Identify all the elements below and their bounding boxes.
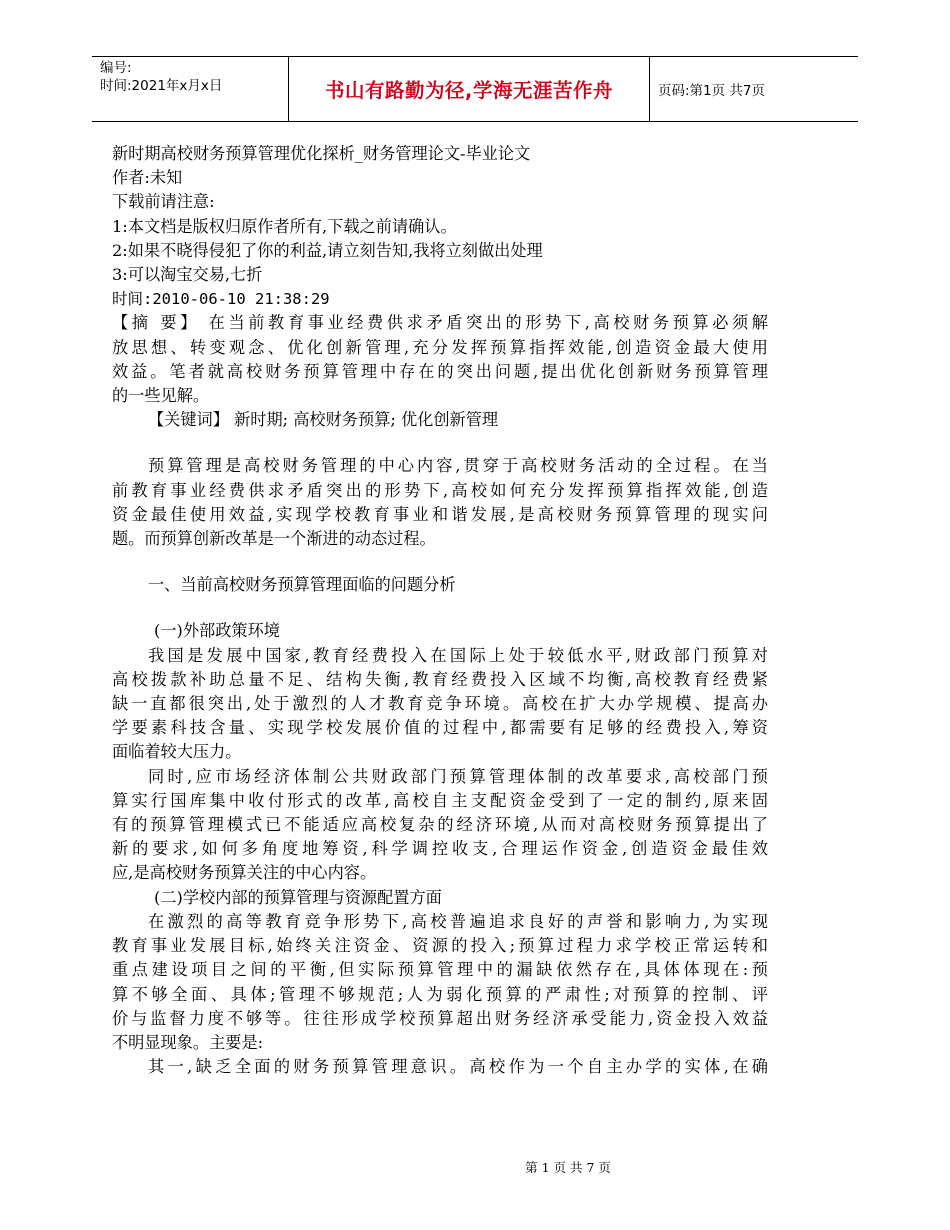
intro-line: 题。而预算创新改革是一个渐进的动态过程。 [112, 529, 436, 549]
header-meta [100, 59, 290, 95]
abstract-line: 放思想、转变观念、优化创新管理,充分发挥预算指挥效能,创造资金最大使用 [112, 337, 768, 357]
abstract-line: 效益。笔者就高校财务预算管理中存在的突出问题,提出优化创新财务预算管理 [112, 361, 768, 381]
abstract-line: 【摘 要】 在当前教育事业经费供求矛盾突出的形势下,高校财务预算必须解 [112, 313, 768, 333]
page-footer: 第 1 页 共 7 页 [525, 1160, 611, 1175]
paragraph-line: 高校拨款补助总量不足、结构失衡,教育经费投入区域不均衡,高校教育经费紧 [112, 669, 768, 689]
header-page-info: 页码:第1页 共7页 [658, 83, 766, 99]
intro-line: 前教育事业经费供求矛盾突出的形势下,高校如何充分发挥预算指挥效能,创造 [112, 480, 768, 500]
intro-line: 预算管理是高校财务管理的中心内容,贯穿于高校财务活动的全过程。在当 [148, 456, 768, 476]
notice-heading: 下载前请注意: [112, 192, 215, 212]
keywords: 【关键词】 新时期; 高校财务预算; 优化创新管理 [148, 410, 499, 430]
paragraph-line: 重点建设项目之间的平衡,但实际预算管理中的漏缺依然存在,具体体现在:预 [112, 960, 768, 980]
notice-item: 3:可以淘宝交易,七折 [112, 265, 263, 285]
header-motto-cell [288, 57, 650, 121]
section-heading: 一、当前高校财务预算管理面临的问题分析 [148, 575, 456, 595]
document-header [92, 56, 858, 122]
document-body [112, 142, 768, 1079]
document-time: 时间:2010-06-10 21:38:29 [112, 290, 330, 309]
document-author: 作者:未知 [112, 168, 183, 188]
paragraph-line: 不明显现象。主要是: [112, 1032, 264, 1052]
paragraph-line: 其一,缺乏全面的财务预算管理意识。高校作为一个自主办学的实体,在确 [148, 1057, 768, 1077]
header-date: 时间:2021年x月x日 [100, 78, 223, 94]
header-motto: 书山有路勤为径,学海无涯苦作舟 [325, 79, 613, 102]
document-title: 新时期高校财务预算管理优化探析_财务管理论文-毕业论文 [112, 144, 531, 163]
paragraph-line: 面临着较大压力。 [112, 742, 242, 762]
paragraph-line: 应,是高校财务预算关注的中心内容。 [112, 863, 377, 883]
paragraph-line: 算不够全面、具体;管理不够规范;人为弱化预算的严肃性;对预算的控制、评 [112, 984, 768, 1004]
paragraph-line: 算实行国库集中收付形式的改革,高校自主支配资金受到了一定的制约,原来固 [112, 790, 768, 810]
paragraph-line: 学要素科技含量、实现学校发展价值的过程中,都需要有足够的经费投入,筹资 [112, 718, 768, 738]
paragraph-line: 价与监督力度不够等。往往形成学校预算超出财务经济承受能力,资金投入效益 [112, 1008, 768, 1028]
subsection-heading: (一)外部政策环境 [154, 621, 280, 641]
subsection-heading: (二)学校内部的预算管理与资源配置方面 [154, 887, 442, 907]
notice-item: 1:本文档是版权归原作者所有,下载之前请确认。 [112, 216, 457, 236]
abstract-line: 的一些见解。 [112, 386, 210, 406]
paragraph-line: 教育事业发展目标,始终关注资金、资源的投入;预算过程力求学校正常运转和 [112, 936, 768, 956]
paragraph-line: 我国是发展中国家,教育经费投入在国际上处于较低水平,财政部门预算对 [148, 645, 768, 665]
paragraph-line: 缺一直都很突出,处于激烈的人才教育竞争环境。高校在扩大办学规模、提高办 [112, 694, 768, 714]
intro-line: 资金最佳使用效益,实现学校教育事业和谐发展,是高校财务预算管理的现实问 [112, 504, 768, 524]
notice-item: 2:如果不晓得侵犯了你的利益,请立刻告知,我将立刻做出处理 [112, 240, 543, 260]
paragraph-line: 有的预算管理模式已不能适应高校复杂的经济环境,从而对高校财务预算提出了 [112, 815, 768, 835]
paragraph-line: 在激烈的高等教育竞争形势下,高校普遍追求良好的声誉和影响力,为实现 [148, 911, 768, 931]
header-number-label: 编号: [100, 60, 132, 76]
paragraph-line: 同时,应市场经济体制公共财政部门预算管理体制的改革要求,高校部门预 [148, 766, 768, 786]
paragraph-line: 新的要求,如何多角度地筹资,科学调控收支,合理运作资金,创造资金最佳效 [112, 839, 768, 859]
